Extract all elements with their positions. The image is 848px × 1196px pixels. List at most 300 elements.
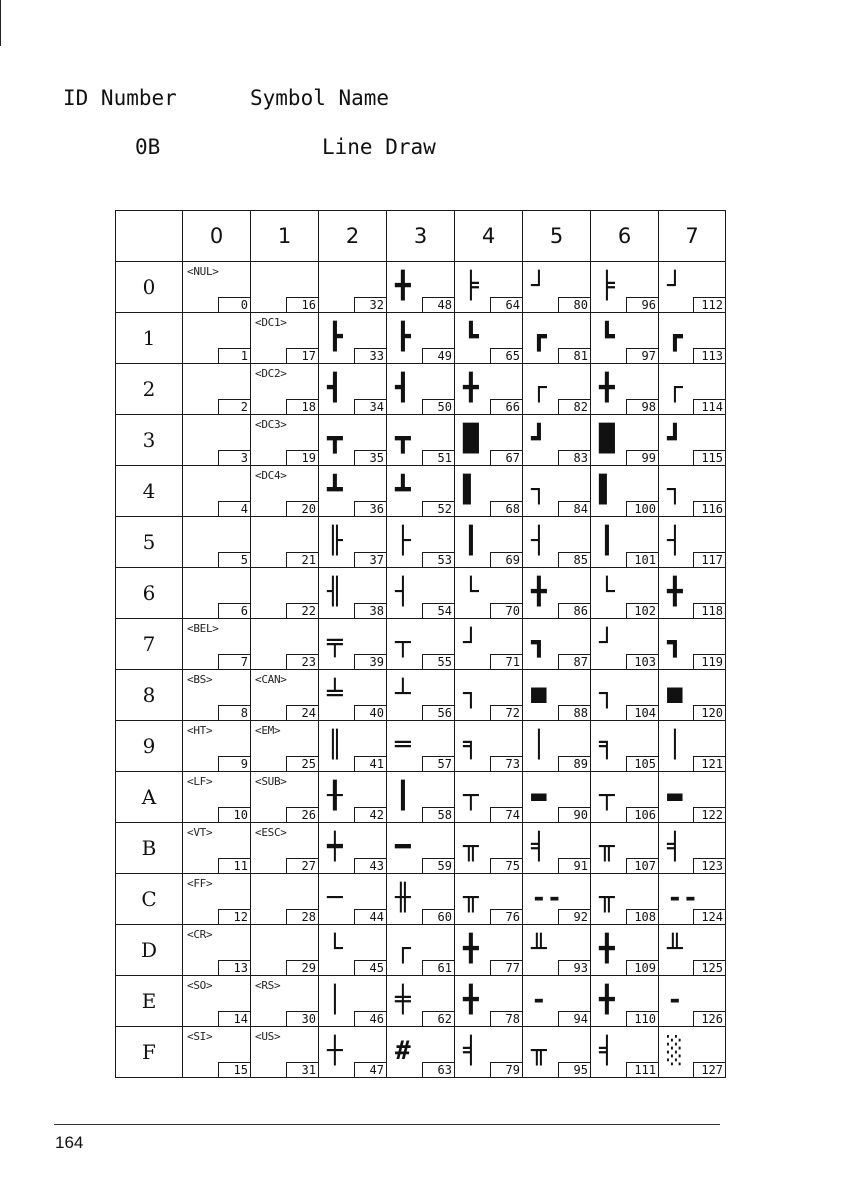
control-code-label: <NUL> (187, 265, 219, 278)
char-cell (523, 874, 591, 925)
line-draw-glyph: ┌ (531, 373, 547, 403)
corner-cell (116, 211, 183, 262)
char-cell (183, 823, 251, 874)
row-header: F (116, 1027, 183, 1078)
char-cell (183, 976, 251, 1027)
char-cell (455, 364, 523, 415)
table-row (116, 925, 726, 976)
table-row (116, 619, 726, 670)
char-cell (183, 262, 251, 313)
char-code: 61 (422, 960, 454, 975)
line-draw-glyph: ╡ (463, 1036, 479, 1066)
control-code-label: <ESC> (255, 826, 287, 839)
char-code: 22 (286, 603, 318, 618)
line-draw-glyph: ╋ (463, 934, 479, 964)
char-cell (387, 772, 455, 823)
line-draw-glyph: ░ (667, 1036, 683, 1066)
control-code-label: <RS> (255, 979, 281, 992)
char-code: 86 (558, 603, 590, 618)
char-cell (319, 466, 387, 517)
char-code: 30 (286, 1011, 318, 1026)
char-cell (591, 262, 659, 313)
char-code: 101 (626, 552, 658, 567)
char-code: 80 (558, 297, 590, 312)
column-header: 3 (387, 211, 455, 262)
char-cell (455, 1027, 523, 1078)
char-code: 2 (218, 399, 250, 414)
line-draw-glyph: ┌ (395, 934, 411, 964)
table-row (116, 670, 726, 721)
char-code: 44 (354, 909, 386, 924)
char-code: 62 (422, 1011, 454, 1026)
line-draw-glyph: ╟ (327, 526, 343, 556)
char-code: 14 (218, 1011, 250, 1026)
char-cell (183, 364, 251, 415)
char-cell (387, 976, 455, 1027)
char-cell (591, 415, 659, 466)
line-draw-glyph: ┼ (327, 1036, 343, 1066)
line-draw-glyph: ┤ (395, 577, 411, 607)
char-code: 98 (626, 399, 658, 414)
char-cell (591, 466, 659, 517)
char-code: 16 (286, 297, 318, 312)
line-draw-glyph: ┐ (599, 679, 615, 709)
char-cell (523, 721, 591, 772)
char-cell (659, 976, 726, 1027)
char-cell (319, 874, 387, 925)
column-header: 0 (183, 211, 251, 262)
char-cell (251, 976, 319, 1027)
char-cell (523, 517, 591, 568)
char-cell (455, 262, 523, 313)
char-code: 50 (422, 399, 454, 414)
char-cell (319, 517, 387, 568)
char-code: 84 (558, 501, 590, 516)
control-code-label: <CR> (187, 928, 213, 941)
char-cell (183, 415, 251, 466)
line-draw-glyph: ╥ (463, 883, 479, 913)
line-draw-glyph: - (667, 985, 683, 1015)
char-code: 9 (218, 756, 250, 771)
row-header: 1 (116, 313, 183, 364)
char-cell (591, 976, 659, 1027)
char-code: 42 (354, 807, 386, 822)
char-cell (183, 721, 251, 772)
line-draw-glyph: │ (667, 730, 683, 760)
line-draw-glyph: ╡ (667, 832, 683, 862)
row-header: 8 (116, 670, 183, 721)
char-code: 89 (558, 756, 590, 771)
char-code: 35 (354, 450, 386, 465)
line-draw-glyph: ╋ (667, 577, 683, 607)
char-code: 21 (286, 552, 318, 567)
char-code: 20 (286, 501, 318, 516)
char-code: 117 (693, 552, 725, 567)
line-draw-glyph: ┣ (395, 322, 411, 352)
line-draw-glyph: ┬ (599, 781, 615, 811)
char-cell (251, 364, 319, 415)
char-code: 0 (218, 297, 250, 312)
char-code: 110 (626, 1011, 658, 1026)
char-code: 76 (490, 909, 522, 924)
char-code: 3 (218, 450, 250, 465)
char-cell (319, 1027, 387, 1078)
char-cell (319, 823, 387, 874)
char-code: 58 (422, 807, 454, 822)
line-draw-glyph: ─ (327, 883, 343, 913)
control-code-label: <HT> (187, 724, 213, 737)
char-code: 4 (218, 501, 250, 516)
char-cell (387, 415, 455, 466)
char-cell (251, 772, 319, 823)
column-header: 7 (659, 211, 726, 262)
char-code: 77 (490, 960, 522, 975)
char-code: 116 (693, 501, 725, 516)
char-code: 60 (422, 909, 454, 924)
table-row (116, 874, 726, 925)
line-draw-glyph: ┓ (531, 628, 547, 658)
line-draw-glyph: ┴ (395, 679, 411, 709)
char-cell (251, 262, 319, 313)
control-code-label: <US> (255, 1030, 281, 1043)
char-cell (319, 925, 387, 976)
line-draw-glyph: ┬ (463, 781, 479, 811)
column-header-row (116, 211, 726, 262)
char-cell (319, 364, 387, 415)
char-cell (455, 415, 523, 466)
char-code: 47 (354, 1062, 386, 1077)
line-draw-glyph: █ (599, 424, 615, 454)
line-draw-glyph: ┐ (531, 475, 547, 505)
char-cell (659, 619, 726, 670)
char-cell (387, 364, 455, 415)
char-code: 66 (490, 399, 522, 414)
char-cell (387, 466, 455, 517)
line-draw-glyph: ├ (395, 526, 411, 556)
table-row (116, 517, 726, 568)
id-number-value: 0B (135, 135, 161, 159)
char-code: 88 (558, 705, 590, 720)
char-cell (183, 568, 251, 619)
char-code: 52 (422, 501, 454, 516)
char-code: 10 (218, 807, 250, 822)
line-draw-glyph: ╡ (599, 1036, 615, 1066)
char-code: 6 (218, 603, 250, 618)
symbol-name-label: Symbol Name (250, 86, 390, 110)
char-cell (319, 670, 387, 721)
char-cell (523, 313, 591, 364)
char-cell (659, 670, 726, 721)
char-cell (319, 568, 387, 619)
char-code: 111 (626, 1062, 658, 1077)
row-header: 6 (116, 568, 183, 619)
left-edge-mark (0, 0, 1, 46)
line-draw-glyph: ╥ (531, 1036, 547, 1066)
char-code: 119 (693, 654, 725, 669)
row-header: C (116, 874, 183, 925)
char-cell (251, 313, 319, 364)
char-code: 37 (354, 552, 386, 567)
row-header: 9 (116, 721, 183, 772)
char-code: 107 (626, 858, 658, 873)
char-code: 51 (422, 450, 454, 465)
line-draw-glyph: █ (463, 424, 479, 454)
line-draw-glyph: ┛ (667, 424, 683, 454)
char-code: 38 (354, 603, 386, 618)
char-cell (183, 874, 251, 925)
char-code: 54 (422, 603, 454, 618)
table-row (116, 1027, 726, 1078)
char-code: 56 (422, 705, 454, 720)
control-code-label: <DC2> (255, 367, 287, 380)
char-cell (251, 466, 319, 517)
char-code: 31 (286, 1062, 318, 1077)
line-draw-glyph: ╋ (531, 577, 547, 607)
line-draw-glyph: ╋ (599, 934, 615, 964)
control-code-label: <DC4> (255, 469, 287, 482)
line-draw-glyph: ▬ (531, 781, 547, 811)
char-cell (523, 976, 591, 1027)
char-cell (319, 976, 387, 1027)
char-cell (319, 313, 387, 364)
table-row (116, 466, 726, 517)
line-draw-glyph: ╥ (599, 883, 615, 913)
char-code: 39 (354, 654, 386, 669)
char-cell (251, 823, 319, 874)
char-code: 28 (286, 909, 318, 924)
line-draw-glyph: ■ (667, 679, 683, 709)
char-code: 57 (422, 756, 454, 771)
char-cell (523, 364, 591, 415)
char-code: 1 (218, 348, 250, 363)
char-code: 49 (422, 348, 454, 363)
char-code: 109 (626, 960, 658, 975)
char-code: 96 (626, 297, 658, 312)
char-code: 102 (626, 603, 658, 618)
line-draw-glyph: ┃ (395, 781, 411, 811)
line-draw-glyph: ┘ (463, 628, 479, 658)
line-draw-glyph: ▌ (463, 475, 479, 505)
char-cell (659, 1027, 726, 1078)
char-code: 12 (218, 909, 250, 924)
line-draw-glyph: ┛ (531, 424, 547, 454)
char-cell (251, 1027, 319, 1078)
line-draw-glyph: ┣ (327, 322, 343, 352)
line-draw-glyph: ╧ (327, 679, 343, 709)
char-code: 46 (354, 1011, 386, 1026)
char-code: 33 (354, 348, 386, 363)
char-code: 105 (626, 756, 658, 771)
char-code: 108 (626, 909, 658, 924)
char-code: 106 (626, 807, 658, 822)
char-cell (455, 517, 523, 568)
char-cell (591, 772, 659, 823)
control-code-label: <BS> (187, 673, 213, 686)
line-draw-glyph: ╋ (463, 373, 479, 403)
control-code-label: <CAN> (255, 673, 287, 686)
line-draw-glyph: ╕ (463, 730, 479, 760)
line-draw-glyph: ┤ (667, 526, 683, 556)
char-cell (251, 568, 319, 619)
char-cell (387, 823, 455, 874)
char-cell (523, 262, 591, 313)
char-cell (251, 517, 319, 568)
control-code-label: <LF> (187, 775, 213, 788)
line-draw-glyph: ┏ (667, 322, 683, 352)
char-cell (251, 721, 319, 772)
char-cell (659, 772, 726, 823)
id-number-label: ID Number (63, 86, 177, 110)
row-header: D (116, 925, 183, 976)
char-code: 69 (490, 552, 522, 567)
symbol-name-value: Line Draw (322, 135, 436, 159)
char-code: 122 (693, 807, 725, 822)
column-header: 4 (455, 211, 523, 262)
char-code: 113 (693, 348, 725, 363)
line-draw-glyph: - (531, 985, 547, 1015)
line-draw-glyph: └ (599, 577, 615, 607)
line-draw-glyph: # (395, 1036, 411, 1066)
row-header: 5 (116, 517, 183, 568)
char-cell (455, 976, 523, 1027)
char-code: 125 (693, 960, 725, 975)
char-code: 85 (558, 552, 590, 567)
char-cell (183, 619, 251, 670)
char-code: 17 (286, 348, 318, 363)
char-cell (319, 415, 387, 466)
char-code: 120 (693, 705, 725, 720)
char-code: 71 (490, 654, 522, 669)
char-cell (523, 670, 591, 721)
char-cell (659, 364, 726, 415)
char-cell (251, 415, 319, 466)
char-code: 43 (354, 858, 386, 873)
control-code-label: <DC1> (255, 316, 287, 329)
char-cell (183, 772, 251, 823)
line-draw-glyph: ┐ (463, 679, 479, 709)
char-code: 40 (354, 705, 386, 720)
table-row (116, 415, 726, 466)
char-cell (387, 1027, 455, 1078)
line-draw-glyph: ╋ (395, 271, 411, 301)
line-draw-glyph: └ (327, 934, 343, 964)
line-draw-glyph: ┏ (531, 322, 547, 352)
row-header: 0 (116, 262, 183, 313)
line-draw-glyph: ╂ (327, 781, 343, 811)
char-code: 90 (558, 807, 590, 822)
char-code: 123 (693, 858, 725, 873)
char-code: 82 (558, 399, 590, 414)
char-cell (659, 313, 726, 364)
char-code: 73 (490, 756, 522, 771)
column-header: 6 (591, 211, 659, 262)
char-cell (455, 619, 523, 670)
char-code: 32 (354, 297, 386, 312)
char-cell (455, 568, 523, 619)
char-code: 25 (286, 756, 318, 771)
row-header: 7 (116, 619, 183, 670)
char-cell (523, 823, 591, 874)
line-draw-glyph: ┓ (667, 628, 683, 658)
char-code: 103 (626, 654, 658, 669)
char-cell (659, 517, 726, 568)
line-draw-glyph: ┳ (395, 424, 411, 454)
char-code: 23 (286, 654, 318, 669)
char-cell (251, 670, 319, 721)
char-code: 95 (558, 1062, 590, 1077)
char-cell (387, 619, 455, 670)
line-draw-glyph: ╪ (395, 985, 411, 1015)
char-cell (387, 874, 455, 925)
char-cell (591, 670, 659, 721)
control-code-label: <SUB> (255, 775, 287, 788)
line-draw-glyph: ╋ (599, 373, 615, 403)
column-header: 5 (523, 211, 591, 262)
line-draw-glyph: ║ (327, 730, 343, 760)
char-cell (591, 1027, 659, 1078)
line-draw-glyph: ┻ (327, 475, 343, 505)
char-cell (455, 721, 523, 772)
table-row (116, 262, 726, 313)
char-cell (387, 313, 455, 364)
char-cell (183, 517, 251, 568)
line-draw-glyph: ╋ (463, 985, 479, 1015)
char-code: 48 (422, 297, 454, 312)
char-code: 100 (626, 501, 658, 516)
line-draw-glyph: -- (667, 883, 699, 913)
row-header: E (116, 976, 183, 1027)
char-code: 64 (490, 297, 522, 312)
char-cell (523, 1027, 591, 1078)
char-cell (319, 772, 387, 823)
char-cell (523, 772, 591, 823)
line-draw-glyph: ┘ (531, 271, 547, 301)
line-draw-glyph: ┃ (599, 526, 615, 556)
char-cell (387, 568, 455, 619)
char-cell (183, 1027, 251, 1078)
char-cell (659, 415, 726, 466)
char-cell (659, 262, 726, 313)
line-draw-glyph: ┫ (327, 373, 343, 403)
char-cell (591, 721, 659, 772)
row-header: 4 (116, 466, 183, 517)
line-draw-glyph: ╨ (667, 934, 683, 964)
char-code: 59 (422, 858, 454, 873)
table-row (116, 823, 726, 874)
line-draw-glyph: ═ (395, 730, 411, 760)
char-cell (319, 619, 387, 670)
char-cell (659, 466, 726, 517)
char-code: 67 (490, 450, 522, 465)
char-code: 55 (422, 654, 454, 669)
char-cell (523, 415, 591, 466)
char-code: 81 (558, 348, 590, 363)
char-cell (455, 874, 523, 925)
char-code: 118 (693, 603, 725, 618)
line-draw-glyph: ┗ (599, 322, 615, 352)
char-cell (591, 313, 659, 364)
char-code: 94 (558, 1011, 590, 1026)
char-cell (387, 670, 455, 721)
char-cell (455, 313, 523, 364)
char-cell (183, 925, 251, 976)
char-cell (455, 772, 523, 823)
line-draw-glyph: ╢ (327, 577, 343, 607)
char-code: 97 (626, 348, 658, 363)
line-draw-glyph: ╋ (599, 985, 615, 1015)
char-code: 92 (558, 909, 590, 924)
line-draw-glyph: ╨ (531, 934, 547, 964)
